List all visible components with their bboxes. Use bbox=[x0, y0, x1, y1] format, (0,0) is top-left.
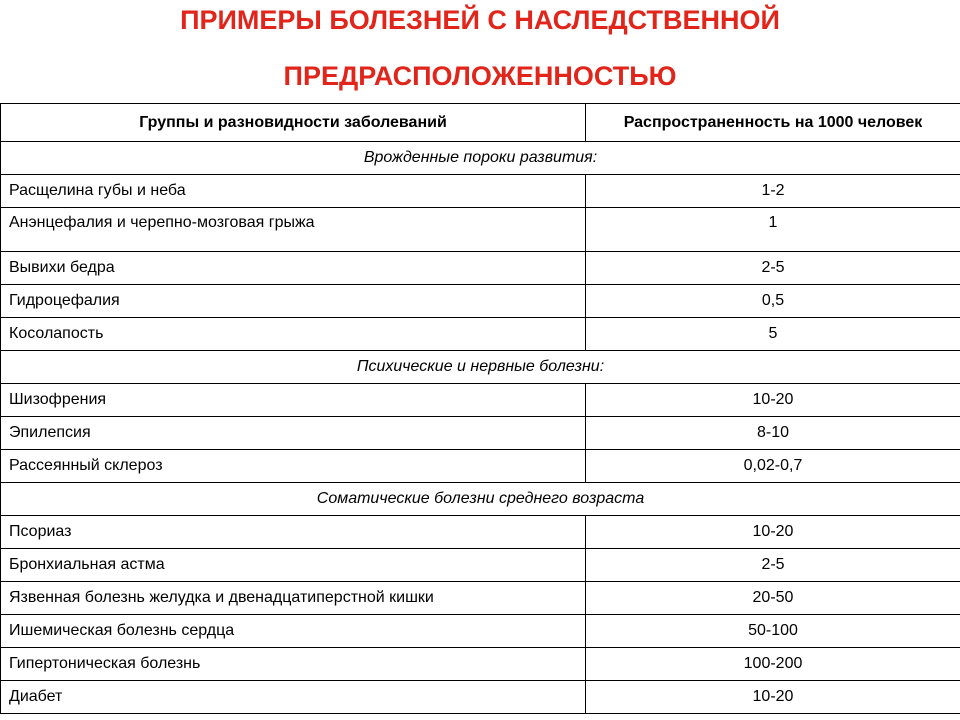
disease-name: Гидроцефалия bbox=[1, 285, 586, 318]
prevalence-value: 8-10 bbox=[586, 417, 960, 450]
prevalence-value: 0,02-0,7 bbox=[586, 450, 960, 483]
disease-name: Диабет bbox=[1, 681, 586, 714]
header-groups: Группы и разновидности заболеваний bbox=[1, 104, 586, 142]
disease-name: Ишемическая болезнь сердца bbox=[1, 615, 586, 648]
group-label: Психические и нервные болезни: bbox=[1, 351, 960, 384]
table-row bbox=[1, 582, 960, 615]
table-row bbox=[1, 252, 960, 285]
prevalence-value: 100-200 bbox=[586, 648, 960, 681]
table-row bbox=[1, 417, 960, 450]
table-header-row bbox=[1, 104, 960, 142]
prevalence-value: 1 bbox=[586, 208, 960, 252]
diseases-table bbox=[0, 103, 960, 714]
prevalence-value: 5 bbox=[586, 318, 960, 351]
table-row bbox=[1, 450, 960, 483]
table-row bbox=[1, 175, 960, 208]
disease-name: Шизофрения bbox=[1, 384, 586, 417]
prevalence-value: 50-100 bbox=[586, 615, 960, 648]
group-row bbox=[1, 142, 960, 175]
prevalence-value: 20-50 bbox=[586, 582, 960, 615]
prevalence-value: 1-2 bbox=[586, 175, 960, 208]
table-row bbox=[1, 208, 960, 252]
disease-name: Псориаз bbox=[1, 516, 586, 549]
disease-name: Рассеянный склероз bbox=[1, 450, 586, 483]
prevalence-value: 10-20 bbox=[586, 681, 960, 714]
disease-name: Бронхиальная астма bbox=[1, 549, 586, 582]
table-row bbox=[1, 549, 960, 582]
table-row bbox=[1, 285, 960, 318]
disease-name: Косолапость bbox=[1, 318, 586, 351]
header-prevalence: Распространенность на 1000 человек bbox=[586, 104, 960, 142]
prevalence-value: 0,5 bbox=[586, 285, 960, 318]
group-row bbox=[1, 483, 960, 516]
title-line-1: ПРИМЕРЫ БОЛЕЗНЕЙ С НАСЛЕДСТВЕННОЙ bbox=[180, 5, 780, 35]
table-row bbox=[1, 318, 960, 351]
prevalence-value: 2-5 bbox=[586, 252, 960, 285]
group-label: Врожденные пороки развития: bbox=[1, 142, 960, 175]
title-line-2: ПРЕДРАСПОЛОЖЕННОСТЬЮ bbox=[283, 61, 677, 91]
prevalence-value: 10-20 bbox=[586, 384, 960, 417]
disease-name: Язвенная болезнь желудка и двенадцатиперстной кишки bbox=[1, 582, 586, 615]
disease-name: Расщелина губы и неба bbox=[1, 175, 586, 208]
group-row bbox=[1, 351, 960, 384]
table-row bbox=[1, 516, 960, 549]
table-row bbox=[1, 615, 960, 648]
table-row bbox=[1, 384, 960, 417]
group-label: Соматические болезни среднего возраста bbox=[1, 483, 960, 516]
disease-name: Гипертоническая болезнь bbox=[1, 648, 586, 681]
table-row bbox=[1, 648, 960, 681]
prevalence-value: 10-20 bbox=[586, 516, 960, 549]
disease-name: Вывихи бедра bbox=[1, 252, 586, 285]
disease-name: Эпилепсия bbox=[1, 417, 586, 450]
disease-name: Анэнцефалия и черепно-мозговая грыжа bbox=[1, 208, 586, 252]
prevalence-value: 2-5 bbox=[586, 549, 960, 582]
table-row bbox=[1, 681, 960, 714]
